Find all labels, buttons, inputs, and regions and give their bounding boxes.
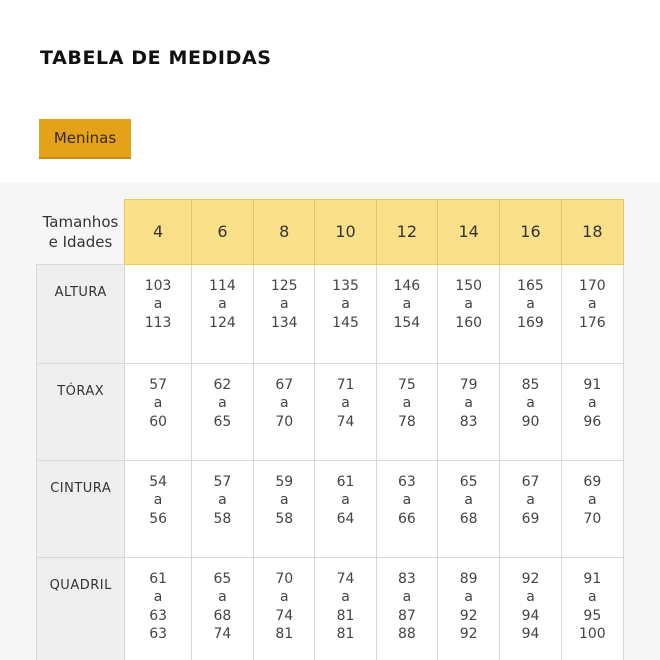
table-cell: 69 a 70: [561, 460, 623, 557]
size-header-12: 12: [376, 200, 437, 265]
row-label-cintura: CINTURA: [37, 460, 125, 557]
corner-label-line2: e Idades: [48, 232, 113, 251]
table-cell: 135 a 145: [315, 264, 376, 363]
table-cell: 59 a 58: [254, 460, 315, 557]
table-cell: 67 a 69: [500, 460, 561, 557]
table-cell: 61 a 63 63: [125, 557, 191, 660]
size-table: [36, 199, 624, 660]
table-row-altura: [37, 264, 624, 363]
table-cell: 63 a 66: [376, 460, 437, 557]
table-cell: 70 a 74 81: [254, 557, 315, 660]
table-cell: 165 a 169: [500, 264, 561, 363]
size-header-10: 10: [315, 200, 376, 265]
table-cell: 91 a 96: [561, 363, 623, 460]
table-cell: 146 a 154: [376, 264, 437, 363]
table-cell: 67 a 70: [254, 363, 315, 460]
table-cell: 71 a 74: [315, 363, 376, 460]
table-cell: 79 a 83: [438, 363, 500, 460]
table-cell: 62 a 65: [191, 363, 253, 460]
size-header-14: 14: [438, 200, 500, 265]
table-cell: 61 a 64: [315, 460, 376, 557]
table-row-torax: [37, 363, 624, 460]
size-header-4: 4: [125, 200, 191, 265]
table-cell: 57 a 58: [191, 460, 253, 557]
table-cell: 54 a 56: [125, 460, 191, 557]
tab-meninas[interactable]: Meninas: [39, 119, 131, 159]
table-cell: 65 a 68: [438, 460, 500, 557]
table-header-row: [37, 200, 624, 265]
table-row-cintura: [37, 460, 624, 557]
table-cell: 103 a 113: [125, 264, 191, 363]
table-cell: 91 a 95 100: [561, 557, 623, 660]
table-cell: 150 a 160: [438, 264, 500, 363]
table-corner-label: [37, 200, 125, 265]
table-cell: 83 a 87 88: [376, 557, 437, 660]
row-label-altura: ALTURA: [37, 264, 125, 363]
corner-label-line1: Tamanhos: [42, 212, 119, 231]
table-cell: 57 a 60: [125, 363, 191, 460]
table-cell: 89 a 92 92: [438, 557, 500, 660]
table-cell: 74 a 81 81: [315, 557, 376, 660]
table-cell: 170 a 176: [561, 264, 623, 363]
table-cell: 65 a 68 74: [191, 557, 253, 660]
size-header-6: 6: [191, 200, 253, 265]
table-row-quadril: [37, 557, 624, 660]
row-label-torax: TÓRAX: [37, 363, 125, 460]
row-label-quadril: QUADRIL: [37, 557, 125, 660]
table-cell: 114 a 124: [191, 264, 253, 363]
size-header-8: 8: [254, 200, 315, 265]
size-header-16: 16: [500, 200, 561, 265]
table-cell: 125 a 134: [254, 264, 315, 363]
table-cell: 92 a 94 94: [500, 557, 561, 660]
table-cell: 85 a 90: [500, 363, 561, 460]
size-header-18: 18: [561, 200, 623, 265]
page-title: TABELA DE MEDIDAS: [40, 47, 272, 69]
table-cell: 75 a 78: [376, 363, 437, 460]
